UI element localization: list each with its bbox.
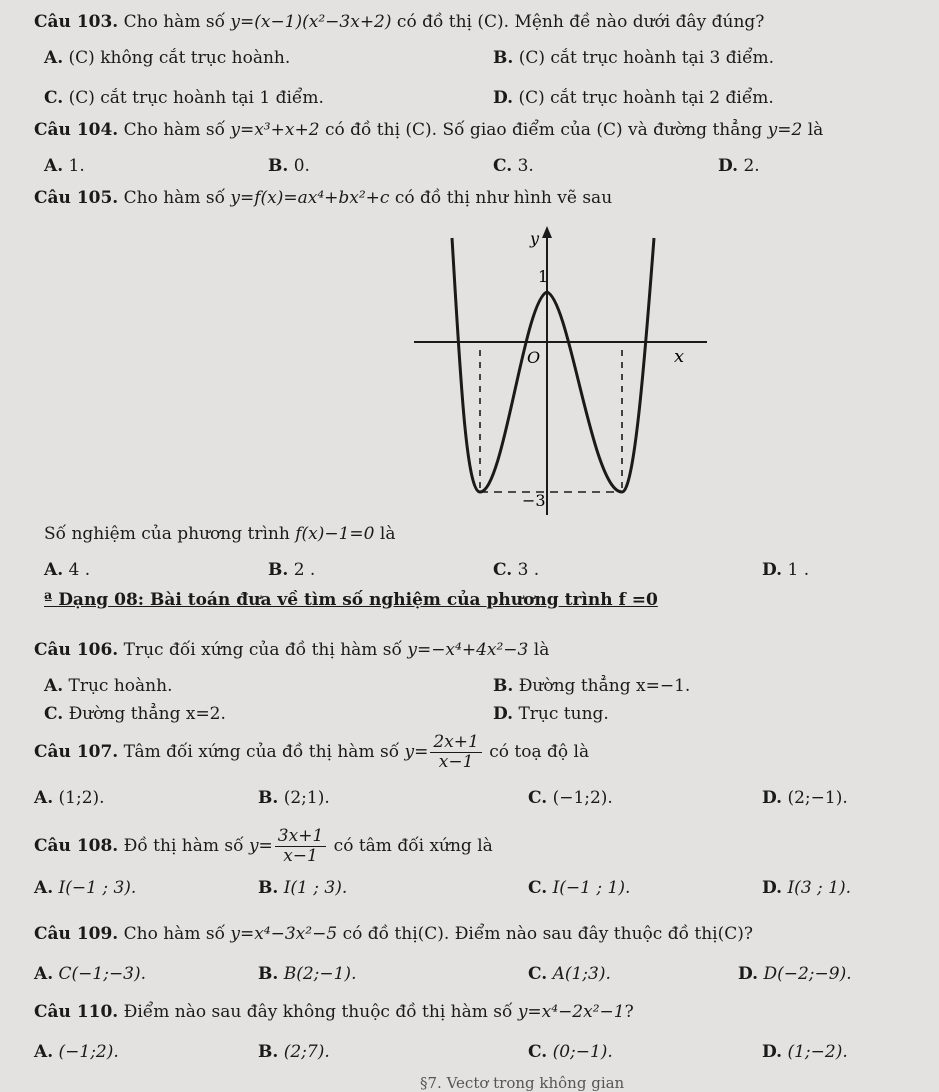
- option-d[interactable]: [762, 1044, 848, 1061]
- tick-label-top: 1: [538, 267, 549, 286]
- option-label: C.: [44, 704, 64, 724]
- option-label: A.: [44, 156, 64, 176]
- stem-text: Cho hàm số: [123, 188, 225, 208]
- option-label: A.: [34, 1042, 54, 1062]
- option-d[interactable]: [762, 790, 848, 807]
- y-axis-label: y: [530, 229, 540, 248]
- formula: y=(x−1)(x²−3x+2): [230, 12, 392, 32]
- option-label: A.: [34, 788, 54, 808]
- option-text: I(1 ; 3).: [283, 878, 348, 898]
- next-section-footer: §7. Vectơ trong không gian: [420, 1074, 625, 1092]
- option-text: 4 .: [68, 560, 91, 580]
- option-a[interactable]: [34, 880, 136, 897]
- option-text: (2;1).: [283, 788, 330, 808]
- stem-text: Số nghiệm của phương trình: [44, 524, 290, 544]
- question-label: Câu 108.: [34, 836, 119, 856]
- option-text: I(−1 ; 1).: [552, 878, 631, 898]
- option-text: I(3 ; 1).: [787, 878, 852, 898]
- stem-text: là: [379, 524, 396, 544]
- option-label: B.: [258, 878, 279, 898]
- option-text: (2;7).: [283, 1042, 330, 1062]
- question-label: Câu 103.: [34, 12, 119, 32]
- option-a[interactable]: [44, 562, 90, 579]
- option-label: D.: [762, 878, 783, 898]
- option-d[interactable]: [493, 706, 609, 723]
- option-label: B.: [268, 156, 289, 176]
- option-text: (−1;2).: [552, 788, 613, 808]
- option-d[interactable]: [493, 90, 774, 107]
- option-a[interactable]: [44, 158, 85, 175]
- option-text: 2.: [743, 156, 760, 176]
- option-b[interactable]: [258, 790, 330, 807]
- option-text: (1;2).: [58, 788, 105, 808]
- option-b[interactable]: [493, 50, 774, 67]
- option-label: C.: [44, 88, 64, 108]
- option-label: A.: [44, 676, 64, 696]
- stem-text: là: [533, 640, 550, 660]
- option-a[interactable]: [34, 966, 146, 983]
- option-label: B.: [258, 964, 279, 984]
- option-d[interactable]: [738, 966, 852, 983]
- option-d[interactable]: [762, 562, 809, 579]
- option-text: D(−2;−9).: [763, 964, 852, 984]
- option-label: D.: [762, 788, 783, 808]
- question-label: Câu 109.: [34, 924, 119, 944]
- option-a[interactable]: [44, 678, 172, 695]
- option-label: B.: [268, 560, 289, 580]
- formula-lhs: y=: [404, 742, 429, 762]
- option-text: (C) cắt trục hoành tại 1 điểm.: [68, 88, 324, 108]
- stem-text: có đồ thị(C). Điểm nào sau đây thuộc đồ thị(C)?: [342, 924, 753, 944]
- formula: y=2: [767, 120, 803, 140]
- x-axis-label: x: [674, 346, 685, 367]
- question-109-stem: [34, 926, 753, 943]
- formula-lhs: y=: [248, 836, 273, 856]
- option-label: A.: [34, 964, 54, 984]
- tick-label-bottom: −3: [522, 491, 546, 510]
- formula: f(x)−1=0: [295, 524, 375, 544]
- fraction-denominator: x−1: [283, 846, 318, 866]
- stem-text: Cho hàm số: [123, 924, 225, 944]
- option-text: 1 .: [787, 560, 810, 580]
- y-axis-arrow-icon: [542, 226, 552, 238]
- stem-text: Cho hàm số: [123, 120, 225, 140]
- option-c[interactable]: [528, 790, 613, 807]
- option-c[interactable]: [44, 90, 324, 107]
- option-text: (C) không cắt trục hoành.: [68, 48, 291, 68]
- formula: y=−x⁴+4x²−3: [407, 640, 529, 660]
- question-104-stem: [34, 122, 823, 139]
- question-103-stem: [34, 14, 764, 31]
- option-label: B.: [493, 676, 514, 696]
- option-label: C.: [528, 964, 548, 984]
- option-label: D.: [762, 1042, 783, 1062]
- option-text: Trục tung.: [518, 704, 609, 724]
- option-label: C.: [493, 156, 513, 176]
- option-c[interactable]: [44, 706, 226, 723]
- fraction-numerator: 3x+1: [275, 828, 326, 847]
- question-105-prompt: [44, 526, 395, 543]
- option-b[interactable]: [268, 158, 310, 175]
- question-105-stem: [34, 190, 612, 207]
- option-c[interactable]: [528, 1044, 613, 1061]
- question-label: Câu 110.: [34, 1002, 119, 1022]
- question-label: Câu 107.: [34, 742, 119, 762]
- question-label: Câu 105.: [34, 188, 119, 208]
- option-label: C.: [493, 560, 513, 580]
- option-label: C.: [528, 1042, 548, 1062]
- stem-text: Tâm đối xứng của đồ thị hàm số: [123, 742, 400, 762]
- option-d[interactable]: [718, 158, 760, 175]
- fraction: [430, 734, 481, 771]
- option-c[interactable]: [528, 966, 611, 983]
- option-label: C.: [528, 788, 548, 808]
- stem-text: có đồ thị (C). Số giao điểm của (C) và đường thẳng: [324, 120, 763, 140]
- section-heading: ª Dạng 08: Bài toán đưa về tìm số nghiệm của phương trình f =0: [44, 590, 658, 610]
- option-text: (C) cắt trục hoành tại 2 điểm.: [518, 88, 774, 108]
- option-text: B(2;−1).: [283, 964, 357, 984]
- stem-text: có tâm đối xứng là: [333, 836, 493, 856]
- fraction: [275, 828, 326, 865]
- question-107-stem: [34, 734, 589, 771]
- question-108-stem: [34, 828, 493, 865]
- option-label: B.: [493, 48, 514, 68]
- formula: y=f(x)=ax⁴+bx²+c: [230, 188, 390, 208]
- option-text: 0.: [293, 156, 310, 176]
- option-a[interactable]: [44, 50, 290, 67]
- stem-text: Đồ thị hàm số: [123, 836, 244, 856]
- option-text: (0;−1).: [552, 1042, 613, 1062]
- option-c[interactable]: [493, 562, 539, 579]
- option-label: D.: [762, 560, 783, 580]
- stem-text: Điểm nào sau đây không thuộc đồ thị hàm số: [123, 1002, 513, 1022]
- option-b[interactable]: [268, 562, 315, 579]
- option-text: Đường thẳng x=−1.: [518, 676, 691, 696]
- option-label: A.: [44, 48, 64, 68]
- option-label: D.: [493, 704, 514, 724]
- option-label: D.: [718, 156, 739, 176]
- option-label: C.: [528, 878, 548, 898]
- option-text: 1.: [68, 156, 85, 176]
- origin-label: O: [527, 348, 541, 367]
- option-a[interactable]: [34, 1044, 119, 1061]
- formula: y=x⁴−3x²−5: [230, 924, 338, 944]
- option-text: (−1;2).: [58, 1042, 119, 1062]
- question-110-stem: [34, 1004, 634, 1021]
- option-label: A.: [44, 560, 64, 580]
- option-c[interactable]: [493, 158, 534, 175]
- option-text: (2;−1).: [787, 788, 848, 808]
- stem-text: là: [807, 120, 824, 140]
- option-text: 2 .: [293, 560, 316, 580]
- stem-text: ?: [624, 1002, 634, 1022]
- option-text: (1;−2).: [787, 1042, 848, 1062]
- question-106-stem: [34, 642, 549, 659]
- option-text: Trục hoành.: [68, 676, 173, 696]
- stem-text: Trục đối xứng của đồ thị hàm số: [123, 640, 402, 660]
- formula: y=x⁴−2x²−1: [517, 1002, 625, 1022]
- function-curve: [452, 238, 654, 492]
- option-b[interactable]: [258, 880, 347, 897]
- option-label: D.: [493, 88, 514, 108]
- question-label: Câu 106.: [34, 640, 119, 660]
- option-text: (C) cắt trục hoành tại 3 điểm.: [518, 48, 775, 68]
- option-label: B.: [258, 1042, 279, 1062]
- fraction-numerator: 2x+1: [430, 734, 481, 753]
- stem-text: có đồ thị (C). Mệnh đề nào dưới đây đúng?: [396, 12, 765, 32]
- option-text: 3 .: [517, 560, 540, 580]
- option-b[interactable]: [258, 966, 356, 983]
- option-label: A.: [34, 878, 54, 898]
- quartic-graph: [412, 220, 712, 520]
- option-d[interactable]: [762, 880, 851, 897]
- formula: y=x³+x+2: [230, 120, 320, 140]
- option-text: I(−1 ; 3).: [58, 878, 137, 898]
- option-label: B.: [258, 788, 279, 808]
- option-b[interactable]: [258, 1044, 330, 1061]
- option-text: C(−1;−3).: [58, 964, 147, 984]
- question-label: Câu 104.: [34, 120, 119, 140]
- option-label: D.: [738, 964, 759, 984]
- fraction-denominator: x−1: [438, 752, 474, 772]
- stem-text: Cho hàm số: [123, 12, 225, 32]
- stem-text: có đồ thị như hình vẽ sau: [394, 188, 613, 208]
- option-c[interactable]: [528, 880, 630, 897]
- option-b[interactable]: [493, 678, 690, 695]
- stem-text: có toạ độ là: [489, 742, 590, 762]
- option-text: 3.: [517, 156, 534, 176]
- option-text: A(1;3).: [552, 964, 611, 984]
- option-a[interactable]: [34, 790, 105, 807]
- option-text: Đường thẳng x=2.: [68, 704, 226, 724]
